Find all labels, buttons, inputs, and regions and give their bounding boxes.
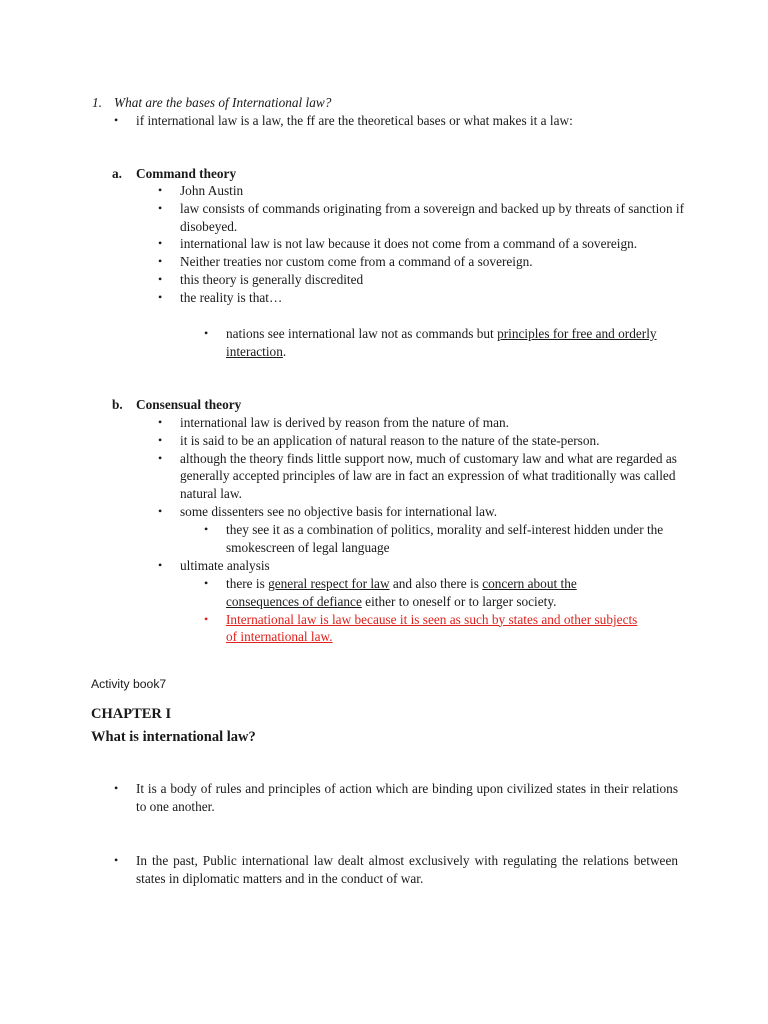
list-item: • the reality is that… — [180, 289, 700, 307]
section-title: Command theory — [136, 166, 237, 181]
list-item: • although the theory finds little support now, much of customary law and what are regarded as generally accepted principles of law are in fact an expression of what traditionally was called natural law. — [180, 450, 680, 503]
text-run: and also there is — [389, 576, 483, 591]
underlined-red-text: International law is law because it is seen as such by states and other subjects of international law. — [226, 611, 638, 645]
list-item — [226, 325, 676, 361]
underlined-text: principles for free and orderly interaction — [226, 326, 657, 359]
list-item: • John Austin — [180, 182, 700, 200]
chapter-list-2 — [136, 852, 678, 888]
consensual-theory-list-b — [180, 557, 700, 575]
text-run: . — [282, 343, 287, 359]
list-item: • if international law is a law, the ff are the theoretical bases or what makes it a law: — [136, 112, 696, 130]
list-item: • Neither treaties nor custom come from a command of a sovereign. — [180, 253, 700, 271]
underlined-text: general respect for law — [268, 576, 390, 591]
list-item: • law consists of commands originating from a sovereign and backed up by threats of sanction if disobeyed. — [180, 200, 700, 236]
dissenters-sublist — [226, 521, 676, 557]
list-item: • some dissenters see no objective basis for international law. — [180, 503, 680, 521]
question-text: What are the bases of International law? — [114, 95, 332, 110]
list-item-highlighted — [226, 611, 646, 647]
section-title: Consensual theory — [136, 397, 242, 412]
text-run: either to oneself or to larger society. — [361, 593, 557, 609]
list-item: • they see it as a combination of politics, morality and self-interest hidden under the smokescreen of legal language — [226, 521, 676, 557]
ultimate-analysis-sublist — [226, 575, 646, 646]
chapter-subtitle: What is international law? — [91, 729, 256, 745]
chapter-title: CHAPTER I — [91, 706, 172, 722]
intro-list — [136, 112, 696, 130]
chapter-list-1 — [136, 780, 678, 816]
text-run: there is — [226, 576, 269, 591]
list-item: • It is a body of rules and principles of action which are binding upon civilized states in their relations to one another. — [136, 780, 678, 816]
question-heading — [92, 94, 331, 112]
section-letter: b. — [112, 397, 123, 412]
activity-label: Activity book7 — [91, 677, 167, 691]
list-item: • international law is derived by reason from the nature of man. — [180, 414, 680, 432]
consensual-theory-list-a — [180, 414, 680, 521]
command-theory-list — [180, 182, 700, 307]
command-theory-sublist — [226, 325, 676, 361]
question-number: 1. — [92, 95, 102, 110]
section-heading-command — [112, 165, 236, 183]
list-item: • In the past, Public international law dealt almost exclusively with regulating the relations between states in diplomatic matters and in the conduct of war. — [136, 852, 678, 888]
list-item: • it is said to be an application of natural reason to the nature of the state-person. — [180, 432, 680, 450]
list-item: • international law is not law because it does not come from a command of a sovereign. — [180, 235, 700, 253]
list-item: • this theory is generally discredited — [180, 271, 700, 289]
text-run: nations see international law not as commands but — [226, 326, 498, 341]
list-item — [226, 575, 646, 611]
section-letter: a. — [112, 166, 122, 181]
section-heading-consensual — [112, 396, 241, 414]
underlined-text: concern about the consequences of defiance — [226, 576, 577, 609]
list-item: • ultimate analysis — [180, 557, 700, 575]
